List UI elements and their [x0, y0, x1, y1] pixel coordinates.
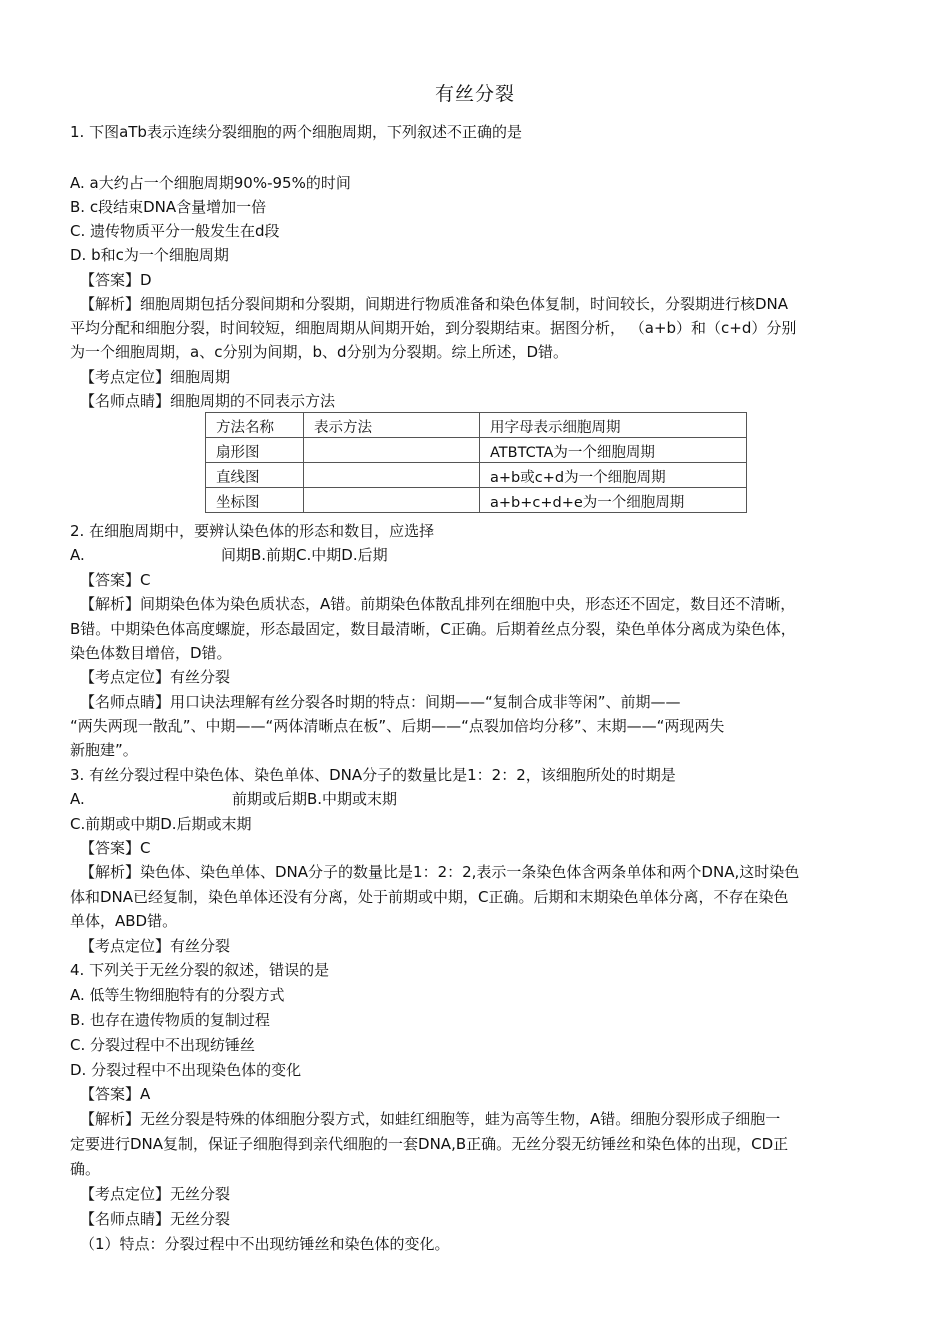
- q4-explain-line: 确。: [70, 1160, 101, 1178]
- table-cell: 坐标图: [206, 488, 304, 513]
- q4-answer: 【答案】A: [80, 1085, 151, 1103]
- q2-explain-line: 染色体数目增倍，D错。: [70, 644, 232, 662]
- q2-answer: 【答案】C: [80, 571, 151, 589]
- q3-explain-line: 【解析】染色体、染色单体、DNA分子的数量比是1：2：2,表示一条染色体含两条单体和两个DNA,这时染色: [80, 863, 800, 881]
- q4-explain-line: 定要进行DNA复制，保证子细胞得到亲代细胞的一套DNA,B正确。无丝分裂无纺锤丝和染色体的出现，CD正: [70, 1135, 789, 1153]
- table-row: [206, 463, 747, 488]
- q2-option-a: A.: [70, 546, 85, 564]
- page-title: 有丝分裂: [434, 83, 515, 105]
- table-row: [206, 488, 747, 513]
- q1-explain-line: 【解析】细胞周期包括分裂间期和分裂期，间期进行物质准备和染色体复制，时间较长，分裂期进行核DNA: [80, 295, 789, 313]
- q2-point: 【考点定位】有丝分裂: [80, 668, 231, 686]
- q4-tip: 【名师点睛】无丝分裂: [80, 1210, 231, 1228]
- q2-tip-line: 新胞建”。: [70, 741, 138, 759]
- table-header-row: [206, 413, 747, 438]
- q3-explain-line: 体和DNA已经复制，染色单体还没有分离，处于前期或中期，C正确。后期和末期染色单体分离，不存在染色: [70, 888, 789, 906]
- q3-explain-line: 单体，ABD错。: [70, 912, 178, 930]
- table-cell: 扇形图: [206, 438, 304, 463]
- table-cell: [304, 438, 480, 463]
- q2-explain-line: 【解析】间期染色体为染色质状态，A错。前期染色体散乱排列在细胞中央，形态还不固定，数目还不清晰，: [80, 595, 796, 613]
- table-cell: ATBTCTA为一个细胞周期: [480, 438, 747, 463]
- q4-option-d: D. 分裂过程中不出现染色体的变化: [70, 1061, 302, 1079]
- q2-tip-line: 【名师点睛】用口诀法理解有丝分裂各时期的特点：间期——“复制合成非等闲”、前期——: [80, 693, 681, 711]
- q1-stem: 1. 下图aTb表示连续分裂细胞的两个细胞周期，下列叙述不正确的是: [70, 123, 522, 141]
- q4-option-b: B. 也存在遗传物质的复制过程: [70, 1011, 270, 1029]
- q2-tip-line: “两失两现一散乱”、中期——“两体清晰点在板”、后期——“点裂加倍均分移”、末期——“两现两失: [70, 717, 725, 735]
- q3-answer: 【答案】C: [80, 839, 151, 857]
- q1-option-b: B. c段结束DNA含量增加一倍: [70, 198, 267, 216]
- q1-tip: 【名师点睛】细胞周期的不同表示方法: [80, 392, 336, 410]
- q3-point: 【考点定位】有丝分裂: [80, 937, 231, 955]
- table-cell: [304, 463, 480, 488]
- table-cell: [304, 488, 480, 513]
- q2-explain-line: B错。中期染色体高度螺旋，形态最固定，数目最清晰，C正确。后期着丝点分裂，染色单体分离成为染色体，: [70, 620, 796, 638]
- q1-option-c: C. 遗传物质平分一般发生在d段: [70, 222, 280, 240]
- q4-option-a: A. 低等生物细胞特有的分裂方式: [70, 986, 285, 1004]
- table-header: 表示方法: [304, 413, 480, 438]
- q3-option-a: A.: [70, 790, 85, 808]
- q3-options: 前期或后期B.中期或末期: [232, 790, 398, 808]
- table-header: 方法名称: [206, 413, 304, 438]
- q4-option-c: C. 分裂过程中不出现纺锤丝: [70, 1036, 256, 1054]
- q1-point: 【考点定位】细胞周期: [80, 368, 231, 386]
- q2-stem: 2. 在细胞周期中，要辨认染色体的形态和数目，应选择: [70, 522, 435, 540]
- table-cell: 直线图: [206, 463, 304, 488]
- q4-explain-line: 【解析】无丝分裂是特殊的体细胞分裂方式，如蛙红细胞等，蛙为高等生物，A错。细胞分裂形成子细胞一: [80, 1110, 781, 1128]
- q1-answer: 【答案】D: [80, 271, 152, 289]
- q1-option-a: A. a大约占一个细胞周期90%-95%的时间: [70, 174, 351, 192]
- q3-stem: 3. 有丝分裂过程中染色体、染色单体、DNA分子的数量比是1：2：2，该细胞所处的时期是: [70, 766, 676, 784]
- table-row: [206, 438, 747, 463]
- q1-option-d: D. b和c为一个细胞周期: [70, 246, 229, 264]
- table-cell: a+b+c+d+e为一个细胞周期: [480, 488, 747, 513]
- q1-explain-line: 为一个细胞周期，a、c分别为间期，b、d分别为分裂期。综上所述，D错。: [70, 343, 569, 361]
- q2-options: 间期B.前期C.中期D.后期: [221, 546, 388, 564]
- cell-cycle-methods-table: [205, 412, 747, 513]
- q3-options-line2: C.前期或中期D.后期或末期: [70, 815, 252, 833]
- q4-feature: （1）特点：分裂过程中不出现纺锤丝和染色体的变化。: [80, 1235, 450, 1253]
- q4-point: 【考点定位】无丝分裂: [80, 1185, 231, 1203]
- q4-stem: 4. 下列关于无丝分裂的叙述，错误的是: [70, 961, 330, 979]
- q1-explain-line: 平均分配和细胞分裂，时间较短，细胞周期从间期开始，到分裂期结束。据图分析， （a+b）和（c+d）分别: [70, 319, 797, 337]
- table-header: 用字母表示细胞周期: [480, 413, 747, 438]
- table-cell: a+b或c+d为一个细胞周期: [480, 463, 747, 488]
